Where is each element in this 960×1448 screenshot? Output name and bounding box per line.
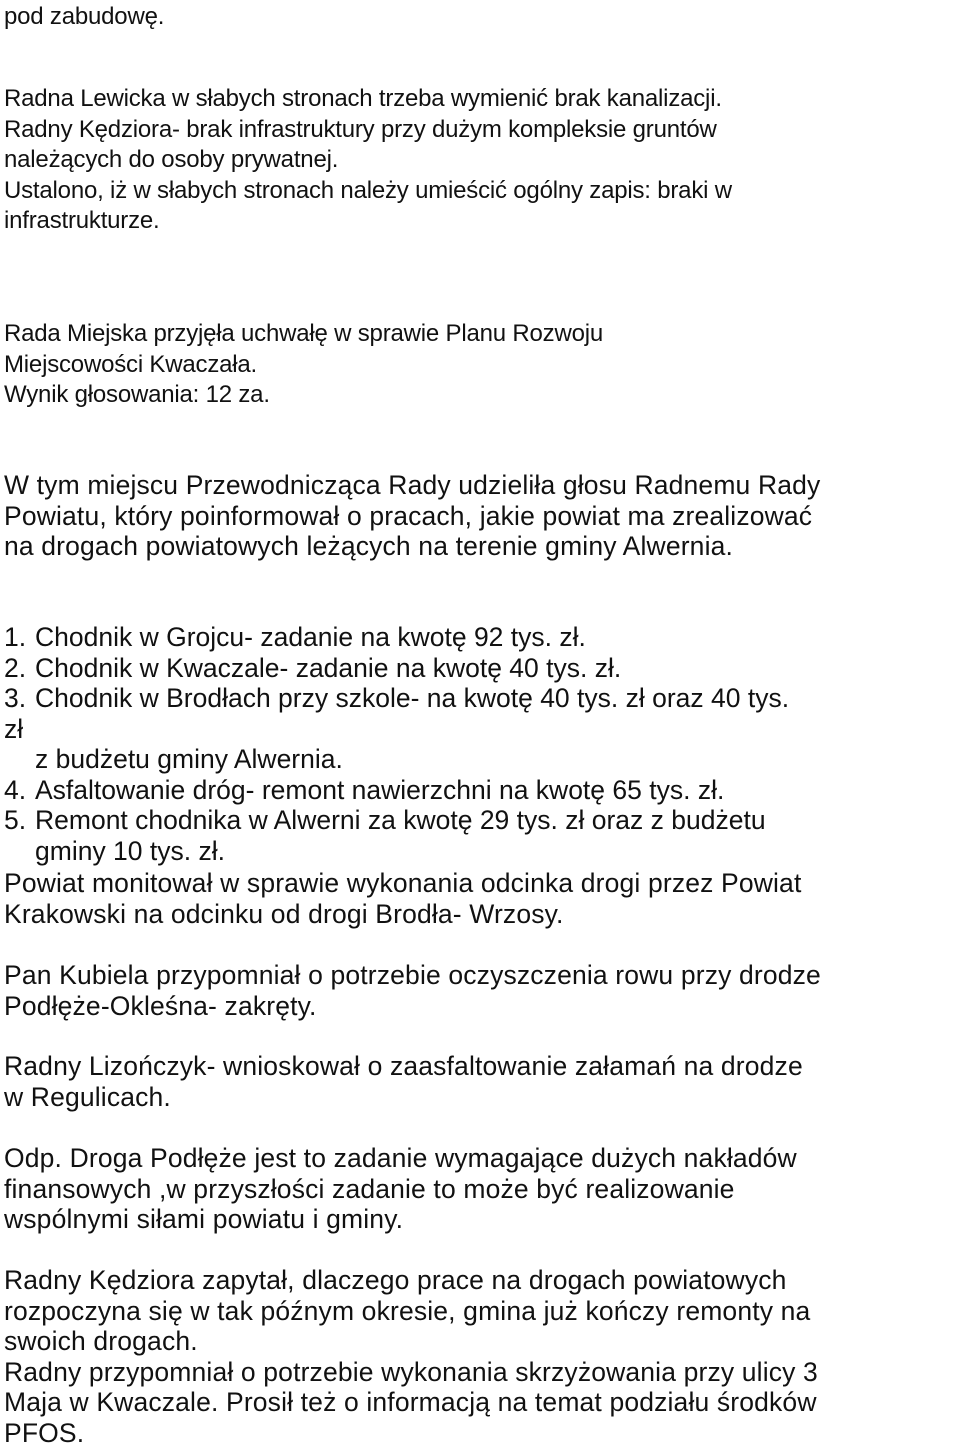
list-text: z budżetu gminy Alwernia.	[35, 744, 789, 775]
list-number: 3.	[4, 683, 26, 714]
text-line: Ustalono, iż w słabych stronach należy umieścić ogólny zapis: braki w	[4, 176, 960, 207]
text-line: Radny Lizończyk- wnioskował o zaasfaltowanie załamań na drodze	[4, 1051, 960, 1082]
list-text: Remont chodnika w Alwerni za kwotę 29 tys. zł oraz z budżetu	[35, 805, 789, 836]
resolution-paragraph	[4, 319, 960, 411]
text-line: Powiatu, który poinformował o pracach, jakie powiat ma zrealizować	[4, 501, 960, 532]
text-line: Radna Lewicka w słabych stronach trzeba wymienić brak kanalizacji.	[4, 84, 960, 115]
text-line: Radny Kędziora zapytał, dlaczego prace na drogach powiatowych	[4, 1265, 960, 1296]
lizonczyk-paragraph	[4, 1051, 960, 1112]
text-line: Maja w Kwaczale. Prosił też o informacją na temat podziału środków	[4, 1387, 960, 1418]
text-line: pod zabudowę.	[4, 2, 960, 33]
text-line: finansowych ,w przyszłości zadanie to może być realizowanie	[4, 1174, 960, 1205]
answer-paragraph	[4, 1143, 960, 1235]
text-line: Odp. Droga Podłęże jest to zadanie wymagające dużych nakładów	[4, 1143, 960, 1174]
top-fragment	[4, 2, 960, 33]
text-line: Podłęże-Okleśna- zakręty.	[4, 991, 960, 1022]
list-text: Chodnik w Kwaczale- zadanie na kwotę 40 tys. zł.	[35, 653, 789, 684]
text-line: na drogach powiatowych leżących na terenie gminy Alwernia.	[4, 531, 960, 562]
text-line: Rada Miejska przyjęła uchwałę w sprawie Planu Rozwoju	[4, 319, 960, 350]
list-item	[4, 683, 789, 775]
list-number: 4.	[4, 775, 26, 806]
text-line: należących do osoby prywatnej.	[4, 145, 960, 176]
list-item	[4, 805, 789, 866]
text-line: PFOS.	[4, 1418, 960, 1448]
text-line: Miejscowości Kwaczała.	[4, 350, 960, 381]
text-line: w Regulicach.	[4, 1082, 960, 1113]
text-line: Powiat monitował w sprawie wykonania odcinka drogi przez Powiat	[4, 868, 960, 899]
list-number: 5.	[4, 805, 26, 836]
kedziora-paragraph	[4, 1265, 960, 1448]
text-line: wspólnymi siłami powiatu i gminy.	[4, 1204, 960, 1235]
monitoring-paragraph	[4, 868, 960, 929]
text-line: W tym miejscu Przewodnicząca Rady udzieliła głosu Radnemu Rady	[4, 470, 960, 501]
text-line: Krakowski na odcinku od drogi Brodła- Wrzosy.	[4, 899, 960, 930]
councillor-paragraph	[4, 470, 960, 562]
text-line: Radny Kędziora- brak infrastruktury przy dużym kompleksie gruntów	[4, 115, 960, 146]
list-text: Chodnik w Grojcu- zadanie na kwotę 92 tys. zł.	[35, 622, 789, 653]
weaknesses-paragraph	[4, 84, 960, 237]
text-line: Wynik głosowania: 12 za.	[4, 380, 960, 411]
list-text: gminy 10 tys. zł.	[35, 836, 789, 867]
list-number: 2.	[4, 653, 26, 684]
text-line: infrastrukturze.	[4, 206, 960, 237]
list-text: Asfaltowanie dróg- remont nawierzchni na kwotę 65 tys. zł.	[35, 775, 789, 806]
list-item	[4, 775, 789, 806]
list-item	[4, 653, 789, 684]
kubiela-paragraph	[4, 960, 960, 1021]
text-line: Radny przypomniał o potrzebie wykonania skrzyżowania przy ulicy 3	[4, 1357, 960, 1388]
text-line: Pan Kubiela przypomniał o potrzebie oczyszczenia rowu przy drodze	[4, 960, 960, 991]
list-text: Chodnik w Brodłach przy szkole- na kwotę 40 tys. zł oraz 40 tys.	[35, 683, 789, 714]
list-text: zł	[4, 714, 789, 745]
list-item	[4, 622, 789, 653]
text-line: swoich drogach.	[4, 1326, 960, 1357]
list-number: 1.	[4, 622, 26, 653]
road-tasks-list	[4, 622, 789, 866]
text-line: rozpoczyna się w tak późnym okresie, gmina już kończy remonty na	[4, 1296, 960, 1327]
